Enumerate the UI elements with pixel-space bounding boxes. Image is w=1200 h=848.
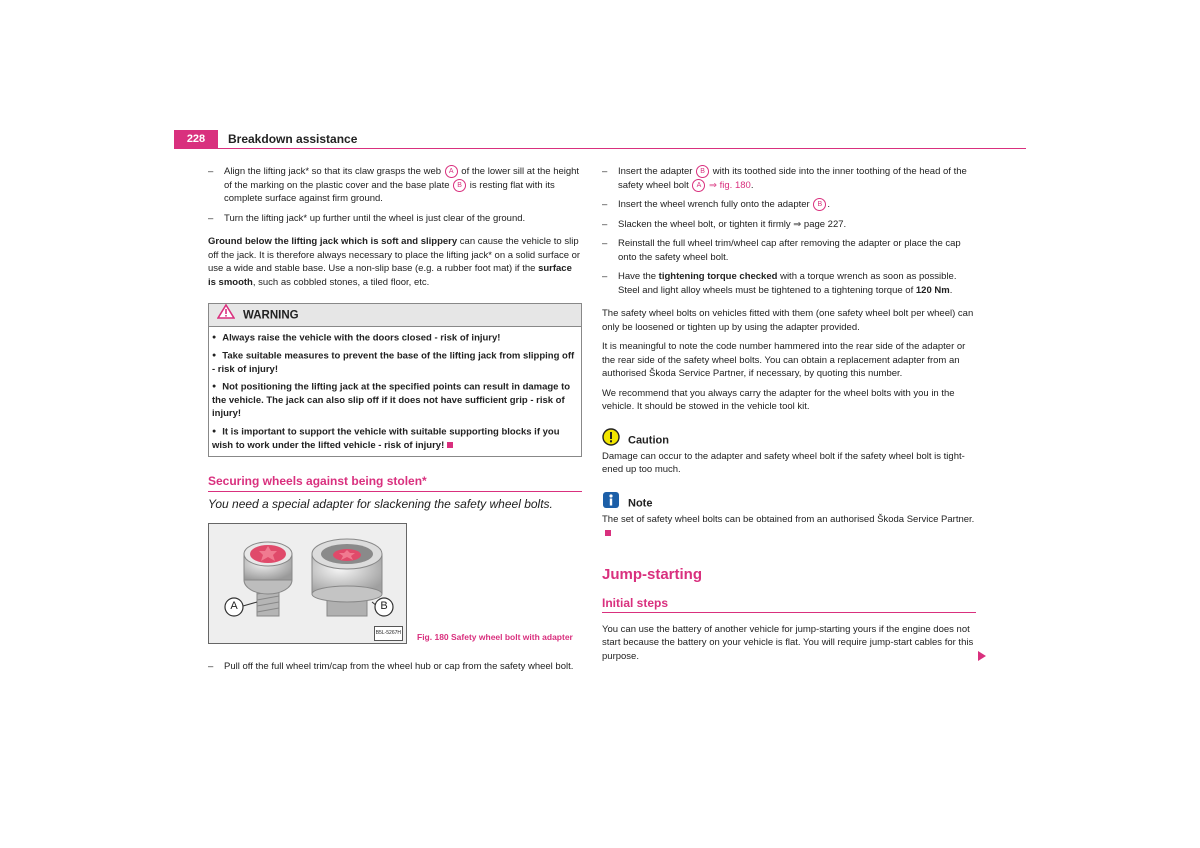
running-header: Breakdown assistance [228,132,358,146]
right-column [602,165,976,669]
step-check-torque: – Have the tightening torque checked with a torque wrench as soon as possible. Steel and light alloy wheels must be tightened to a tightening torque of 120 Nm. [602,270,976,297]
note-heading: Note [602,491,976,511]
subheading-initial-steps: Initial steps [602,597,976,613]
step-insert-wrench: – Insert the wheel wrench fully onto the adapter B . [602,198,976,212]
warning-body [209,327,581,456]
paragraph-carry-adapter: We recommend that you always carry the adapter for the wheel bolts with you in the vehicle. It should be stowed in the vehicle tool kit. [602,387,955,413]
header-rule [174,148,1026,149]
fig-reference-link[interactable]: ⇒ fig. 180 [706,179,751,191]
ground-paragraph: Ground below the lifting jack which is soft and slippery can cause the vehicle to slip off the jack. It is therefore always necessary to place the lifting jack* on a solid surface or use a wide and stable base. Use a non-slip base (e.g. a rubber foot mat) if the surface is smooth, such as cobbled stones, a tiled floor, etc. [208,236,581,288]
marker-a: A [692,179,705,192]
page-number: 228 [174,130,218,149]
figure-180 [208,523,582,644]
warning-title: WARNING [243,309,299,322]
end-marker [447,442,453,448]
warning-box [208,303,582,457]
paragraph-jump-start: You can use the battery of another vehicle for jump-starting yours if the engine does not start because the battery on your vehicle is flat. You will require jump-start cables for this purpose. [602,623,974,662]
end-marker [605,530,611,536]
note-text: The set of safety wheel bolts can be obtained from an authorised Škoda Service Partner. [602,513,976,540]
step-insert-adapter: – Insert the adapter B with its toothed side into the inner toothing of the head of the safety wheel bolt A ⇒ fig. 180. [602,165,976,192]
warning-item: ● Always raise the vehicle with the doors closed - risk of injury! [212,331,577,345]
warning-triangle-icon [217,304,235,327]
caution-text: Damage can occur to the adapter and safety wheel bolt if the safety wheel bolt is tight-ened up too much. [602,450,965,476]
heading-jump-starting: Jump-starting [602,565,703,583]
note-info-icon [602,491,620,516]
caution-heading: Caution [602,428,976,448]
figure-label-a: A [230,600,238,613]
warning-item: ● Take suitable measures to prevent the base of the lifting jack from slipping off - risk of injury! [212,349,577,376]
step-turn-jack: – Turn the lifting jack* up further until the wheel is just clear of the ground. [208,212,582,226]
paragraph-safety-bolts: The safety wheel bolts on vehicles fitted with them (one safety wheel bolt per wheel) can only be loosened or tighten up by using the adapter provided. [602,308,974,333]
warning-item: ● It is important to support the vehicle with suitable supporting blocks if you wish to work under the lifted vehicle - risk of injury! [212,425,577,452]
marker-b: B [453,179,466,192]
section-intro: You need a special adapter for slackening the safety wheel bolts. [208,496,553,511]
step-align-jack: – Align the lifting jack* so that its claw grasps the web A of the lower sill at the height of the marking on the plastic cover and the base plate B is resting flat with its complete surface against firm ground. [208,165,582,206]
left-column [208,165,582,680]
step-slacken-bolt: – Slacken the wheel bolt, or tighten it firmly ⇒ page 227. [602,218,976,232]
figure-image [208,523,407,644]
continue-arrow-icon [978,651,986,661]
step-reinstall-trim: – Reinstall the full wheel trim/wheel cap after removing the adapter or place the cap onto the safety wheel bolt. [602,237,976,264]
paragraph-code-number: It is meaningful to note the code number hammered into the rear side of the adapter or the rear side of the safety wheel bolts. You can obtain a replacement adapter from an authorised Škoda Service Partner, if necessary, by quoting this number. [602,341,966,380]
marker-a: A [445,165,458,178]
step-pull-off-trim: – Pull off the full wheel trim/cap from the wheel hub or cap from the safety wheel bolt. [208,660,582,674]
figure-code: B5L-5267H [374,626,403,642]
marker-b: B [813,198,826,211]
warning-item: ● Not positioning the lifting jack at the specified points can result in damage to the vehicle. The jack can also slip off if it does not have sufficient grip - risk of injury! [212,380,577,421]
section-heading-securing-wheels: Securing wheels against being stolen* [208,475,582,492]
figure-caption: Fig. 180 Safety wheel bolt with adapter [417,631,573,642]
warning-header [209,304,581,327]
figure-label-b: B [380,600,388,613]
caution-icon [602,428,620,453]
marker-b: B [696,165,709,178]
